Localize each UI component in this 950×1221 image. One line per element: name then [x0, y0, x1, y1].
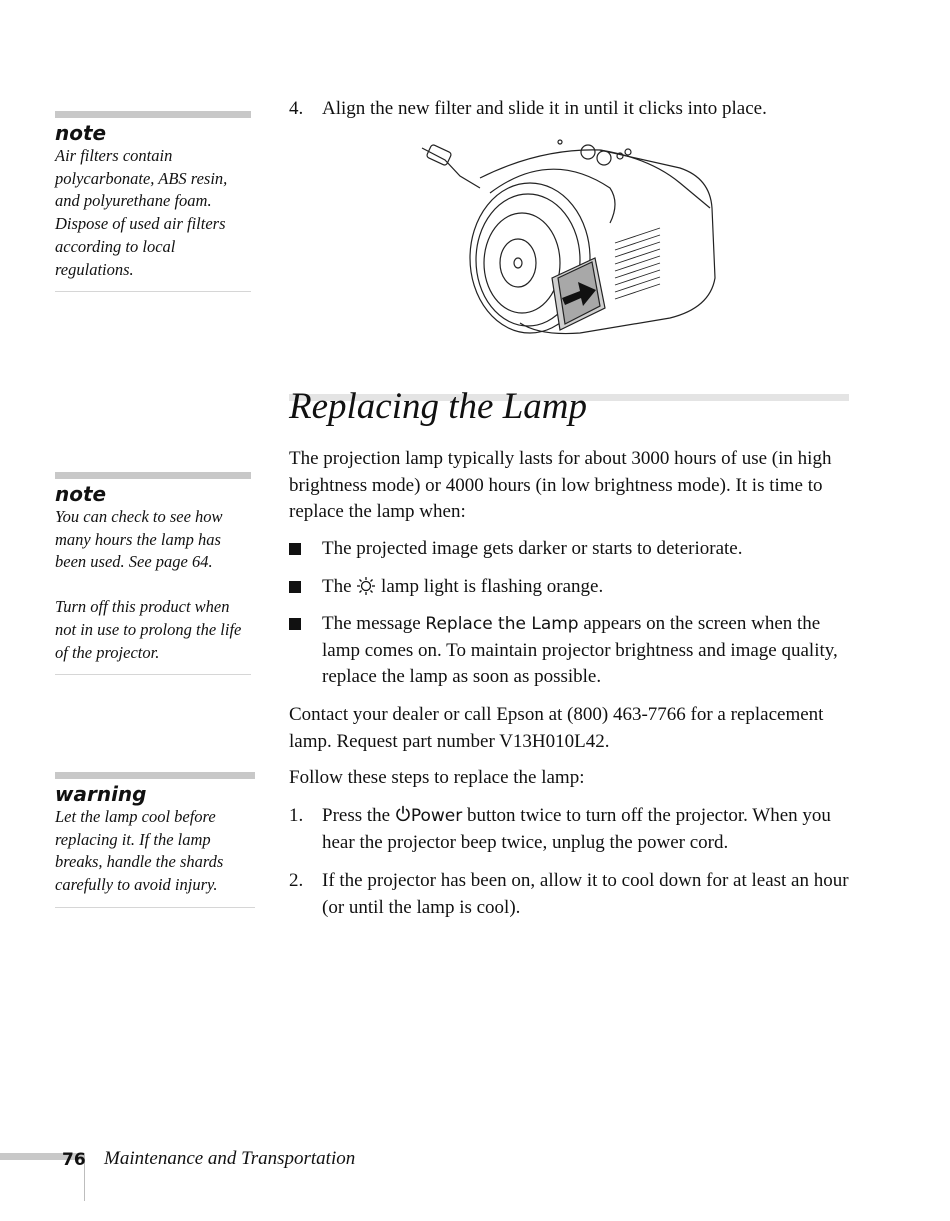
note-heading: note	[55, 121, 107, 145]
sidebar-warning	[55, 772, 255, 908]
sidebar-note-filters	[55, 111, 251, 292]
bullet-item	[322, 611, 852, 691]
power-button-label: Power	[410, 806, 463, 826]
bullet-item	[322, 574, 852, 601]
bullet-item: The projected image gets darker or starts to deteriorate.	[322, 538, 743, 559]
screen-message: Replace the Lamp	[425, 614, 579, 634]
note-divider	[55, 291, 251, 292]
page-number: 76	[62, 1150, 86, 1170]
lamp-light-icon	[356, 576, 376, 596]
step-text: If the projector has been on, allow it to cool down for at least an hour (or until the lamp is cool).	[322, 870, 849, 918]
bullet-marker	[289, 618, 301, 630]
note-bar	[55, 472, 251, 479]
warning-body: Let the lamp cool before replacing it. If the lamp breaks, handle the shards carefully to avoid injury.	[55, 807, 224, 895]
step-text: Align the new filter and slide it in until it clicks into place.	[322, 98, 767, 119]
step-text	[322, 803, 852, 856]
note-body: Air filters contain polycarbonate, ABS resin, and polyurethane foam. Dispose of used air filters according to local regulations.	[55, 146, 228, 279]
note-divider	[55, 674, 251, 675]
contact-paragraph	[289, 702, 849, 755]
projector-filter-illustration	[420, 138, 720, 338]
note-body: Turn off this product when not in use to prolong the life of the projector.	[55, 597, 242, 662]
sidebar-note-lamp-hours	[55, 472, 251, 675]
warning-bar	[55, 772, 255, 779]
step-number: 1.	[289, 805, 304, 826]
note-body: You can check to see how many hours the lamp has been used. See page 64.	[55, 507, 223, 572]
bullet-text: The	[322, 576, 352, 597]
bullet-marker	[289, 543, 301, 555]
intro-paragraph	[289, 446, 849, 526]
warning-divider	[55, 907, 255, 908]
section-title: Replacing the Lamp	[289, 386, 588, 427]
bullet-marker	[289, 581, 301, 593]
step-number: 2.	[289, 870, 304, 891]
follow-paragraph	[289, 765, 849, 792]
warning-heading: warning	[55, 782, 147, 806]
note-heading: note	[55, 482, 107, 506]
intro-text: The projection lamp typically lasts for about 3000 hours of use (in high brightness mode) or 4000 hours (in low brightness mode). It is time to replace the lamp when:	[289, 448, 832, 522]
power-icon	[395, 805, 411, 823]
bullet-text: lamp light is flashing orange.	[381, 576, 604, 597]
note-bar	[55, 111, 251, 118]
bullet-text: appears on the screen when the lamp comes on. To maintain projector brightness and image quality, replace the lamp as soon as possible.	[322, 613, 838, 687]
follow-text: Follow these steps to replace the lamp:	[289, 767, 585, 788]
step-text-part: button twice to turn off the projector. When you hear the projector beep twice, unplug the power cord.	[322, 805, 831, 853]
step-text-part: Press the	[322, 805, 391, 826]
step-number: 4.	[289, 98, 304, 119]
footer-chapter-title: Maintenance and Transportation	[104, 1148, 356, 1169]
contact-text: Contact your dealer or call Epson at (800) 463-7766 for a replacement lamp. Request part number V13H010L42.	[289, 704, 824, 752]
bullet-text: The message	[322, 613, 421, 634]
